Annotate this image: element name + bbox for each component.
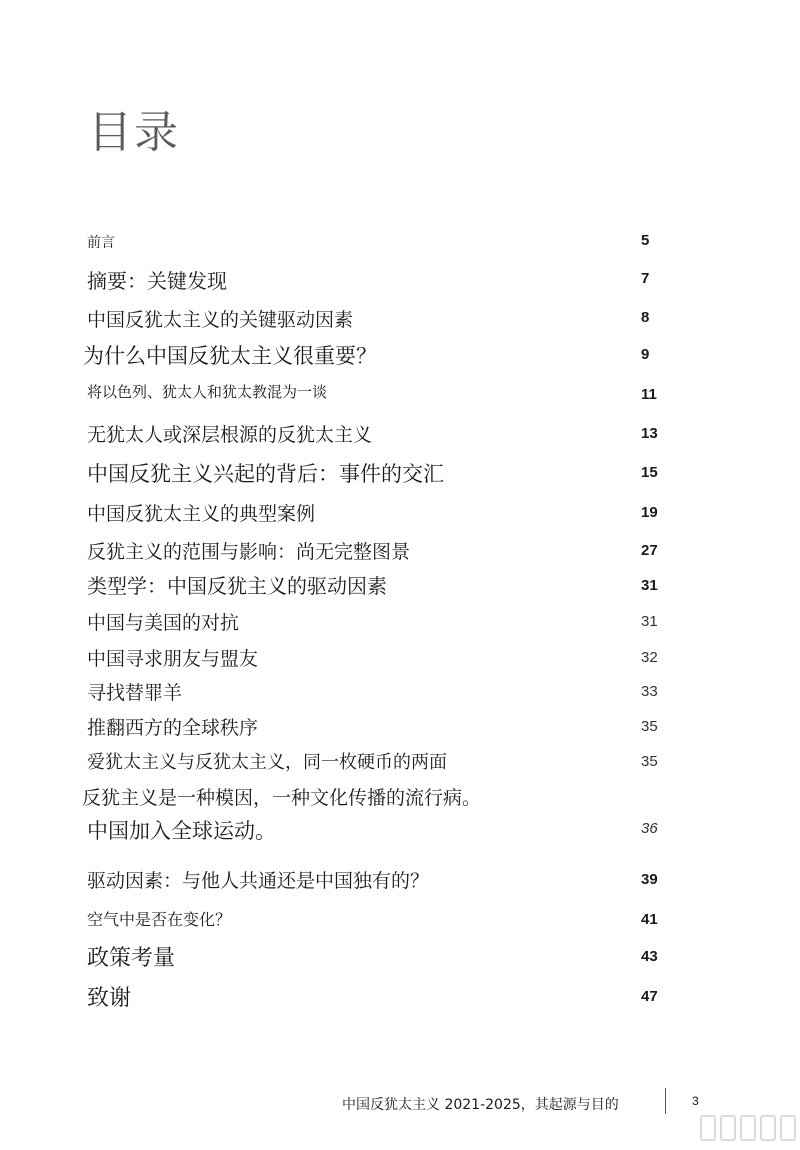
toc-entry-label: 致谢 [87, 986, 132, 1011]
toc-entry-scope-impact[interactable] [0, 537, 800, 571]
toc-entry-page: 9 [641, 346, 650, 363]
footer-page-number: 3 [692, 1094, 699, 1108]
toc-entry-label: 反犹主义的范围与影响：尚无完整图景 [87, 541, 411, 563]
toc-entry-page: 8 [641, 309, 650, 326]
toc-entry-page: 13 [641, 425, 658, 442]
toc-entry-label: 反犹主义是一种模因，一种文化传播的流行病。 [82, 787, 482, 809]
toc-entry-global-movement[interactable] [0, 815, 800, 849]
toc-entry-page: 27 [641, 542, 658, 559]
toc-entry-label: 中国寻求朋友与盟友 [87, 648, 259, 670]
toc-entry-page: 47 [641, 988, 658, 1005]
toc-entry-acknowledgements[interactable] [0, 981, 800, 1015]
toc-entry-label: 无犹太人或深层根源的反犹太主义 [87, 424, 373, 446]
toc-entry-key-drivers[interactable] [0, 305, 800, 339]
toc-entry-conflation[interactable] [0, 380, 800, 414]
toc-entry-typology[interactable] [0, 570, 800, 604]
toc-entry-why-important[interactable] [0, 340, 800, 374]
toc-entry-summary[interactable] [0, 265, 800, 299]
toc-entry-label: 爱犹太主义与反犹太主义，同一枚硬币的两面 [87, 752, 447, 773]
toc-entry-page: 39 [641, 871, 658, 888]
toc-entry-changing[interactable] [0, 906, 800, 940]
toc-entry-foreword[interactable] [0, 230, 800, 264]
toc-entry-drivers-common[interactable] [0, 866, 800, 900]
footer-divider [665, 1088, 666, 1114]
toc-entry-page: 43 [641, 948, 658, 965]
toc-entry-page: 35 [641, 718, 658, 735]
toc-entry-two-sides[interactable] [0, 748, 800, 782]
toc-entry-rise-behind[interactable] [0, 458, 800, 492]
toc-entry-typical-cases[interactable] [0, 499, 800, 533]
toc-entry-page: 36 [641, 820, 658, 837]
toc-entry-meme[interactable] [0, 783, 800, 817]
toc-entry-label: 驱动因素：与他人共通还是中国独有的？ [87, 870, 430, 892]
toc-entry-page: 5 [641, 232, 650, 249]
toc-entry-label: 中国反犹太主义的关键驱动因素 [87, 309, 354, 331]
toc-entry-label: 推翻西方的全球秩序 [87, 717, 259, 739]
toc-entry-page: 31 [641, 613, 658, 630]
toc-entry-global-order[interactable] [0, 713, 800, 747]
toc-entry-label: 中国反犹太主义的典型案例 [87, 503, 316, 525]
toc-entry-label: 为什么中国反犹太主义很重要？ [83, 344, 377, 368]
toc-entry-label: 前言 [87, 235, 115, 251]
toc-entry-policy[interactable] [0, 941, 800, 975]
toc-entry-page: 35 [641, 753, 658, 770]
toc-entry-page: 7 [641, 270, 650, 287]
toc-entry-page: 11 [641, 386, 657, 403]
footer-title: 中国反犹太主义 2021-2025，其起源与目的 [342, 1097, 619, 1113]
toc-entry-label: 中国反犹主义兴起的背后：事件的交汇 [87, 462, 444, 486]
toc-entry-deep-roots[interactable] [0, 420, 800, 454]
toc-entry-label: 空气中是否在变化？ [87, 910, 232, 929]
toc-entry-page: 31 [641, 577, 658, 594]
toc-entry-label: 寻找替罪羊 [87, 682, 183, 704]
watermark-mark [700, 1115, 796, 1141]
toc-entry-page: 32 [641, 649, 658, 666]
toc-entry-label: 中国加入全球运动。 [87, 819, 276, 843]
toc-entry-label: 摘要：关键发现 [87, 269, 227, 293]
page-title: 目录 [88, 107, 180, 158]
toc-entry-china-us[interactable] [0, 608, 800, 642]
toc-entry-label: 政策考量 [87, 946, 176, 971]
toc-entry-scapegoat[interactable] [0, 678, 800, 712]
toc-entry-label: 中国与美国的对抗 [87, 612, 240, 634]
toc-entry-page: 41 [641, 911, 658, 928]
toc-entry-page: 33 [641, 683, 658, 700]
toc-entry-friends-allies[interactable] [0, 644, 800, 678]
toc-entry-label: 将以色列、犹太人和犹太教混为一谈 [87, 383, 328, 401]
toc-entry-label: 类型学：中国反犹主义的驱动因素 [87, 574, 387, 598]
toc-entry-page: 15 [641, 464, 658, 481]
toc-entry-page: 19 [641, 504, 658, 521]
